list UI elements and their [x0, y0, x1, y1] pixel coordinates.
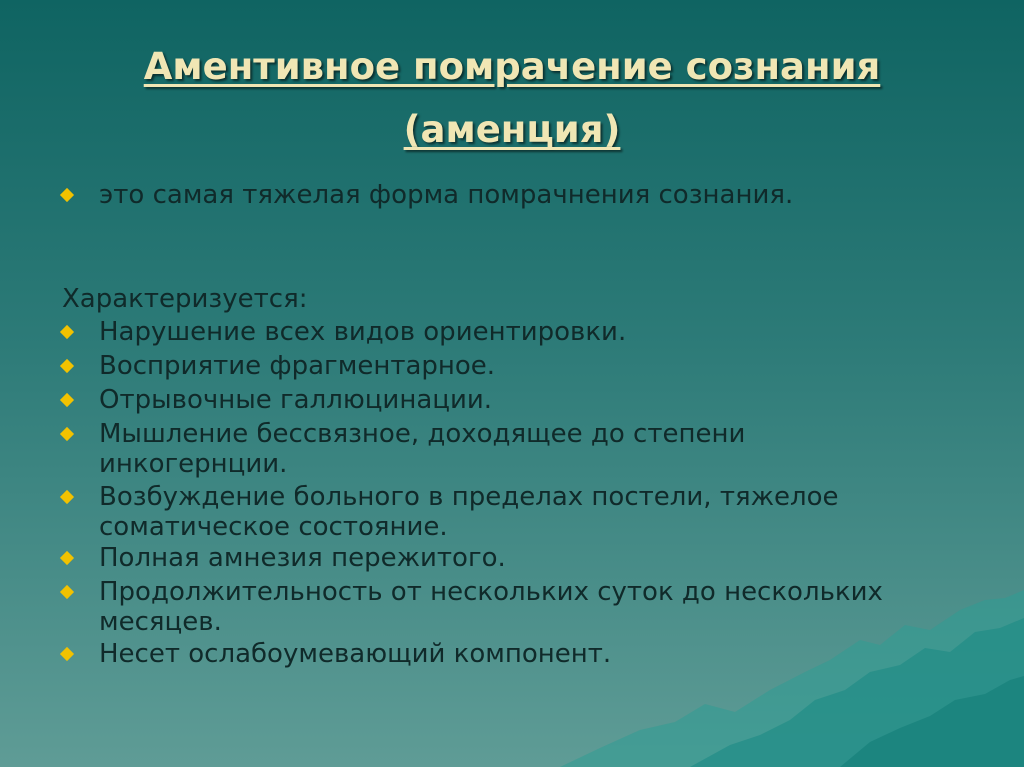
diamond-bullet-icon	[60, 393, 74, 407]
list-item	[62, 419, 822, 479]
diamond-bullet-icon	[60, 427, 74, 441]
list-item	[62, 482, 922, 542]
intro-bullet	[62, 180, 942, 210]
intro-bullet-text: это самая тяжелая форма помрачнения сознания.	[99, 180, 794, 210]
diamond-bullet-icon	[60, 585, 74, 599]
diamond-bullet-icon	[60, 647, 74, 661]
diamond-bullet-icon	[60, 188, 74, 202]
diamond-bullet-icon	[60, 490, 74, 504]
list-item	[62, 543, 942, 573]
diamond-bullet-icon	[60, 325, 74, 339]
list-item-text: Восприятие фрагментарное.	[99, 351, 496, 381]
list-item-text: Нарушение всех видов ориентировки.	[99, 317, 627, 347]
list-item-text: Возбуждение больного в пределах постели, тяжелое соматическое состояние.	[99, 482, 839, 542]
list-item-text: Продолжительность от нескольких суток до нескольких месяцев.	[99, 577, 883, 637]
diamond-bullet-icon	[60, 551, 74, 565]
list-item	[62, 639, 942, 669]
list-item	[62, 385, 942, 415]
list-item-text: Отрывочные галлюцинации.	[99, 385, 493, 415]
characterized-heading: Характеризуется:	[62, 284, 308, 314]
list-item-text: Мышление бессвязное, доходящее до степени инкогернции.	[99, 419, 746, 479]
list-item	[62, 577, 962, 637]
list-item	[62, 351, 942, 381]
list-item	[62, 317, 942, 347]
list-item-text: Полная амнезия пережитого.	[99, 543, 506, 573]
slide-title-subtitle: (аменция)	[403, 108, 621, 151]
diamond-bullet-icon	[60, 359, 74, 373]
list-item-text: Несет ослабоумевающий компонент.	[99, 639, 612, 669]
slide-title: Аментивное помрачение сознания	[143, 45, 881, 88]
